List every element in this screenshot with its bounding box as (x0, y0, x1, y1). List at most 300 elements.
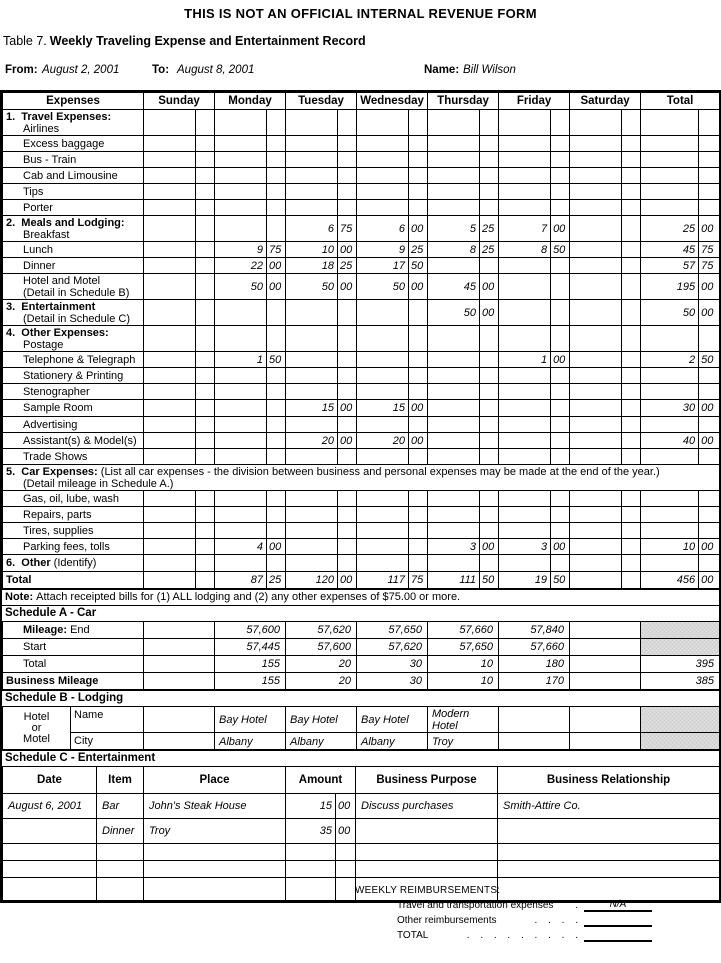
entertainment-item-cell (97, 844, 144, 861)
mileage-cell: 57,600 (286, 639, 357, 656)
entertainment-relationship-cell: Smith-Attire Co. (498, 794, 720, 819)
amount-cents-cell: 00 (409, 274, 428, 300)
amount-dollars-cell (144, 152, 196, 168)
amount-dollars-cell (570, 216, 622, 242)
amount-cents-cell (196, 258, 215, 274)
amount-cents-cell: 00 (480, 539, 499, 555)
amount-dollars-cell (357, 352, 409, 368)
amount-cents-cell (196, 523, 215, 539)
amount-cents-cell (480, 168, 499, 184)
amount-cents-cell (196, 136, 215, 152)
amount-cents-cell (480, 523, 499, 539)
expense-header-row (3, 93, 720, 110)
mileage-cell: 57,660 (499, 639, 570, 656)
amount-cents-cell (267, 400, 286, 417)
amount-dollars-cell (499, 433, 551, 449)
amount-dollars-cell (499, 449, 551, 465)
expense-row (3, 384, 720, 400)
amount-cents-cell (622, 433, 641, 449)
expense-row (3, 200, 720, 216)
amount-dollars-cell: 6 (286, 216, 338, 242)
amount-dollars-cell: 8 (428, 242, 480, 258)
note-label: Note: (5, 591, 34, 603)
amount-cents-cell (409, 507, 428, 523)
amount-dollars-cell: 45 (428, 274, 480, 300)
entertainment-amount-dollars-cell: 35 (286, 819, 336, 844)
amount-dollars-cell (499, 491, 551, 507)
schedule-a-row-label: Mileage: End (3, 622, 144, 639)
mileage-cell (570, 622, 641, 639)
amount-dollars-cell (144, 300, 196, 326)
amount-dollars-cell (215, 433, 267, 449)
amount-cents-cell (480, 384, 499, 400)
reimbursement-value-line (584, 914, 652, 927)
amount-cents-cell: 50 (409, 258, 428, 274)
amount-dollars-cell (357, 449, 409, 465)
amount-dollars-cell (215, 300, 267, 326)
amount-cents-cell (551, 184, 570, 200)
amount-cents-cell (551, 368, 570, 384)
amount-cents-cell (622, 300, 641, 326)
lodging-cell (570, 707, 641, 733)
amount-cents-cell (622, 184, 641, 200)
amount-cents-cell (409, 110, 428, 136)
amount-dollars-cell (570, 417, 622, 433)
amount-cents-cell: 00 (338, 572, 357, 589)
amount-dollars-cell (428, 449, 480, 465)
amount-cents-cell (699, 491, 720, 507)
amount-dollars-cell (144, 242, 196, 258)
expense-row-label: Stationery & Printing (3, 368, 144, 384)
amount-dollars-cell: 1 (499, 352, 551, 368)
amount-cents-cell (338, 507, 357, 523)
amount-dollars-cell (570, 539, 622, 555)
amount-cents-cell: 50 (267, 352, 286, 368)
entertainment-date-cell (3, 878, 97, 901)
expense-row (3, 300, 720, 326)
column-header-monday: Monday (215, 93, 286, 110)
lodging-cell (499, 733, 570, 750)
amount-dollars-cell (144, 539, 196, 555)
amount-cents-cell (622, 507, 641, 523)
amount-dollars-cell (641, 110, 699, 136)
amount-cents-cell (699, 384, 720, 400)
entertainment-row (3, 844, 720, 861)
entertainment-row (3, 819, 720, 844)
amount-cents-cell (699, 449, 720, 465)
expense-row (3, 491, 720, 507)
expense-row (3, 572, 720, 589)
amount-dollars-cell (570, 110, 622, 136)
amount-cents-cell (551, 152, 570, 168)
amount-dollars-cell (499, 417, 551, 433)
lodging-cell: Albany (286, 733, 357, 750)
expense-row (3, 449, 720, 465)
expense-row (3, 242, 720, 258)
expense-row (3, 523, 720, 539)
expense-row-label: Assistant(s) & Model(s) (3, 433, 144, 449)
amount-cents-cell: 75 (338, 216, 357, 242)
entertainment-row (3, 794, 720, 819)
lodging-row-label: Name (71, 707, 144, 733)
entertainment-purpose-cell: Discuss purchases (356, 794, 498, 819)
amount-dollars-cell: 2 (641, 352, 699, 368)
amount-cents-cell: 00 (338, 400, 357, 417)
amount-cents-cell (409, 539, 428, 555)
amount-dollars-cell (357, 368, 409, 384)
amount-dollars-cell (286, 152, 338, 168)
amount-cents-cell (699, 523, 720, 539)
schedule-c-column-header: Business Purpose (356, 767, 498, 794)
amount-cents-cell (409, 326, 428, 352)
amount-cents-cell (196, 368, 215, 384)
amount-dollars-cell: 57 (641, 258, 699, 274)
amount-dollars-cell (215, 152, 267, 168)
entertainment-item-cell (97, 861, 144, 878)
amount-cents-cell (338, 352, 357, 368)
amount-dollars-cell (570, 491, 622, 507)
amount-cents-cell (622, 572, 641, 589)
amount-cents-cell (699, 184, 720, 200)
lodging-total-cell (641, 733, 720, 750)
amount-cents-cell (267, 216, 286, 242)
amount-cents-cell: 00 (338, 242, 357, 258)
amount-dollars-cell (215, 184, 267, 200)
reimbursement-label: TOTAL (397, 930, 429, 941)
amount-dollars-cell: 1 (215, 352, 267, 368)
amount-cents-cell (196, 152, 215, 168)
amount-dollars-cell (144, 507, 196, 523)
mileage-cell: 395 (641, 656, 720, 673)
amount-dollars-cell (428, 184, 480, 200)
amount-cents-cell (622, 326, 641, 352)
amount-cents-cell (480, 507, 499, 523)
amount-cents-cell (551, 523, 570, 539)
mileage-cell (144, 656, 215, 673)
amount-dollars-cell: 7 (499, 216, 551, 242)
from-value: August 2, 2001 (42, 64, 120, 76)
expense-row-label: 4. Other Expenses: Postage (3, 326, 144, 352)
amount-dollars-cell (144, 523, 196, 539)
amount-dollars-cell (357, 200, 409, 216)
amount-cents-cell: 00 (699, 274, 720, 300)
amount-dollars-cell (286, 491, 338, 507)
amount-cents-cell (480, 417, 499, 433)
amount-cents-cell (480, 110, 499, 136)
amount-dollars-cell: 15 (357, 400, 409, 417)
amount-cents-cell: 00 (409, 216, 428, 242)
amount-cents-cell: 00 (699, 539, 720, 555)
amount-cents-cell (196, 326, 215, 352)
leader-dots: . . . . . . . . . (466, 930, 578, 941)
form-caption (3, 34, 721, 48)
amount-dollars-cell (641, 384, 699, 400)
amount-cents-cell (480, 491, 499, 507)
amount-dollars-cell: 10 (641, 539, 699, 555)
amount-cents-cell: 75 (699, 242, 720, 258)
mileage-cell: 57,650 (428, 639, 499, 656)
mileage-cell (144, 622, 215, 639)
mileage-cell: 155 (215, 673, 286, 690)
expense-row-label: Dinner (3, 258, 144, 274)
amount-cents-cell (699, 417, 720, 433)
amount-dollars-cell (499, 110, 551, 136)
column-header-sunday: Sunday (144, 93, 215, 110)
expense-row-label: 2. Meals and Lodging: Breakfast (3, 216, 144, 242)
amount-dollars-cell: 25 (641, 216, 699, 242)
amount-cents-cell (196, 384, 215, 400)
amount-dollars-cell (428, 200, 480, 216)
amount-dollars-cell: 50 (641, 300, 699, 326)
entertainment-place-cell (144, 844, 286, 861)
amount-cents-cell (622, 168, 641, 184)
expense-row (3, 555, 720, 572)
amount-cents-cell (196, 555, 215, 572)
amount-dollars-cell: 50 (428, 300, 480, 326)
mileage-cell: 57,620 (286, 622, 357, 639)
amount-cents-cell: 50 (699, 352, 720, 368)
amount-dollars-cell (215, 168, 267, 184)
amount-dollars-cell (215, 368, 267, 384)
amount-cents-cell (699, 200, 720, 216)
amount-dollars-cell: 3 (428, 539, 480, 555)
amount-dollars-cell (144, 491, 196, 507)
amount-cents-cell: 00 (409, 433, 428, 449)
schedule-c-column-header: Place (144, 767, 286, 794)
amount-cents-cell (551, 417, 570, 433)
expense-row (3, 274, 720, 300)
mileage-cell (641, 639, 720, 656)
amount-dollars-cell (499, 152, 551, 168)
amount-cents-cell: 75 (409, 572, 428, 589)
amount-dollars-cell (215, 507, 267, 523)
form-frame (0, 90, 721, 903)
amount-dollars-cell (499, 200, 551, 216)
leader-dots: . (575, 900, 578, 911)
amount-dollars-cell (215, 555, 267, 572)
amount-dollars-cell (570, 384, 622, 400)
lodging-cell: Troy (428, 733, 499, 750)
reimbursement-line (352, 897, 652, 912)
amount-cents-cell (267, 417, 286, 433)
amount-cents-cell (480, 433, 499, 449)
amount-dollars-cell (286, 368, 338, 384)
amount-dollars-cell (499, 400, 551, 417)
amount-dollars-cell (144, 384, 196, 400)
amount-cents-cell (480, 326, 499, 352)
amount-cents-cell (551, 433, 570, 449)
amount-cents-cell (409, 200, 428, 216)
amount-cents-cell: 00 (267, 274, 286, 300)
amount-dollars-cell (641, 152, 699, 168)
expense-row (3, 184, 720, 200)
amount-cents-cell (409, 417, 428, 433)
amount-dollars-cell (570, 200, 622, 216)
amount-cents-cell: 00 (551, 352, 570, 368)
amount-dollars-cell (499, 168, 551, 184)
amount-cents-cell (338, 384, 357, 400)
expense-row (3, 417, 720, 433)
amount-cents-cell (480, 200, 499, 216)
amount-dollars-cell (144, 572, 196, 589)
lodging-total-cell (641, 707, 720, 733)
amount-cents-cell (622, 258, 641, 274)
amount-dollars-cell (570, 184, 622, 200)
amount-cents-cell (480, 555, 499, 572)
amount-dollars-cell (215, 136, 267, 152)
amount-cents-cell (196, 491, 215, 507)
amount-dollars-cell (641, 326, 699, 352)
amount-dollars-cell (215, 200, 267, 216)
amount-dollars-cell (357, 152, 409, 168)
schedule-a-row-label: Total (3, 656, 144, 673)
mileage-cell: 10 (428, 656, 499, 673)
entertainment-place-cell (144, 878, 286, 901)
amount-cents-cell (699, 168, 720, 184)
amount-cents-cell (699, 152, 720, 168)
name-label: Name: (424, 64, 460, 76)
amount-dollars-cell (357, 300, 409, 326)
mileage-cell (144, 673, 215, 690)
expense-table (2, 92, 720, 589)
schedule-a-row-label: Business Mileage (3, 673, 144, 690)
entertainment-date-cell (3, 844, 97, 861)
schedule-a-row (3, 673, 720, 690)
mileage-cell (570, 656, 641, 673)
mileage-cell: 20 (286, 673, 357, 690)
lodging-cell: Bay Hotel (357, 707, 428, 733)
amount-dollars-cell (499, 368, 551, 384)
amount-dollars-cell: 15 (286, 400, 338, 417)
amount-dollars-cell: 5 (428, 216, 480, 242)
amount-dollars-cell: 19 (499, 572, 551, 589)
amount-cents-cell: 50 (551, 572, 570, 589)
amount-cents-cell: 00 (267, 258, 286, 274)
lodging-cell (144, 733, 215, 750)
amount-dollars-cell (428, 491, 480, 507)
lodging-row-label: City (71, 733, 144, 750)
amount-cents-cell: 00 (338, 433, 357, 449)
amount-dollars-cell (144, 110, 196, 136)
amount-cents-cell (622, 449, 641, 465)
amount-cents-cell (196, 200, 215, 216)
amount-dollars-cell: 456 (641, 572, 699, 589)
amount-dollars-cell (570, 352, 622, 368)
amount-cents-cell (551, 400, 570, 417)
mileage-cell: 57,620 (357, 639, 428, 656)
mileage-cell: 20 (286, 656, 357, 673)
amount-dollars-cell (357, 184, 409, 200)
amount-dollars-cell (641, 491, 699, 507)
amount-dollars-cell (144, 216, 196, 242)
amount-dollars-cell (144, 184, 196, 200)
reimbursement-line (352, 927, 652, 942)
amount-cents-cell (267, 184, 286, 200)
amount-cents-cell (480, 400, 499, 417)
expense-row-label: 6. Other (Identify) (3, 555, 144, 572)
amount-cents-cell (699, 326, 720, 352)
amount-dollars-cell (286, 110, 338, 136)
amount-cents-cell (338, 417, 357, 433)
amount-dollars-cell (499, 555, 551, 572)
amount-dollars-cell: 18 (286, 258, 338, 274)
amount-dollars-cell (570, 258, 622, 274)
amount-cents-cell (409, 184, 428, 200)
entertainment-item-cell: Dinner (97, 819, 144, 844)
amount-cents-cell (196, 449, 215, 465)
amount-cents-cell (551, 200, 570, 216)
lodging-cell (144, 707, 215, 733)
caption-label: Table 7. (3, 34, 47, 48)
entertainment-place-cell (144, 861, 286, 878)
amount-cents-cell: 00 (338, 274, 357, 300)
amount-cents-cell (196, 300, 215, 326)
expense-row-label: 1. Travel Expenses: Airlines (3, 110, 144, 136)
entertainment-relationship-cell (498, 861, 720, 878)
meta-line (0, 64, 721, 78)
lodging-cell: Albany (215, 733, 286, 750)
expense-row-label: Lunch (3, 242, 144, 258)
expense-row (3, 168, 720, 184)
amount-cents-cell (338, 539, 357, 555)
amount-cents-cell (267, 168, 286, 184)
amount-dollars-cell (428, 136, 480, 152)
expense-row-label: Porter (3, 200, 144, 216)
schedule-b-table (2, 706, 720, 750)
amount-cents-cell (551, 449, 570, 465)
amount-cents-cell: 00 (480, 300, 499, 326)
mileage-cell (570, 673, 641, 690)
expense-row-label: Tires, supplies (3, 523, 144, 539)
schedule-a-table (2, 621, 720, 690)
amount-dollars-cell (499, 384, 551, 400)
amount-dollars-cell (428, 168, 480, 184)
amount-cents-cell: 25 (267, 572, 286, 589)
amount-dollars-cell (215, 216, 267, 242)
amount-cents-cell (409, 523, 428, 539)
amount-dollars-cell (144, 400, 196, 417)
amount-cents-cell (267, 326, 286, 352)
amount-cents-cell (551, 491, 570, 507)
amount-dollars-cell (641, 200, 699, 216)
amount-dollars-cell (215, 449, 267, 465)
amount-cents-cell (267, 136, 286, 152)
amount-dollars-cell (641, 555, 699, 572)
mileage-cell: 30 (357, 673, 428, 690)
amount-dollars-cell (357, 417, 409, 433)
lodging-cell: Modern Hotel (428, 707, 499, 733)
schedule-c-column-header: Date (3, 767, 97, 794)
lodging-cell (570, 733, 641, 750)
amount-dollars-cell (357, 523, 409, 539)
amount-cents-cell (622, 152, 641, 168)
amount-dollars-cell (499, 523, 551, 539)
expense-row-label: Cab and Limousine (3, 168, 144, 184)
amount-cents-cell (196, 572, 215, 589)
mileage-cell: 170 (499, 673, 570, 690)
amount-dollars-cell: 195 (641, 274, 699, 300)
amount-dollars-cell (215, 523, 267, 539)
expense-row-label: Hotel and Motel (Detail in Schedule B) (3, 274, 144, 300)
schedule-a-row (3, 639, 720, 656)
amount-dollars-cell (144, 168, 196, 184)
expense-row-label: Advertising (3, 417, 144, 433)
amount-cents-cell (338, 523, 357, 539)
car-expenses-section-label: 5. Car Expenses: (List all car expenses - the division between business and personal expenses may be made at the end of the year.) (Detail mileage in Schedule A.) (3, 465, 720, 491)
amount-cents-cell: 00 (699, 433, 720, 449)
entertainment-relationship-cell (498, 819, 720, 844)
from-label: From: (5, 64, 38, 76)
